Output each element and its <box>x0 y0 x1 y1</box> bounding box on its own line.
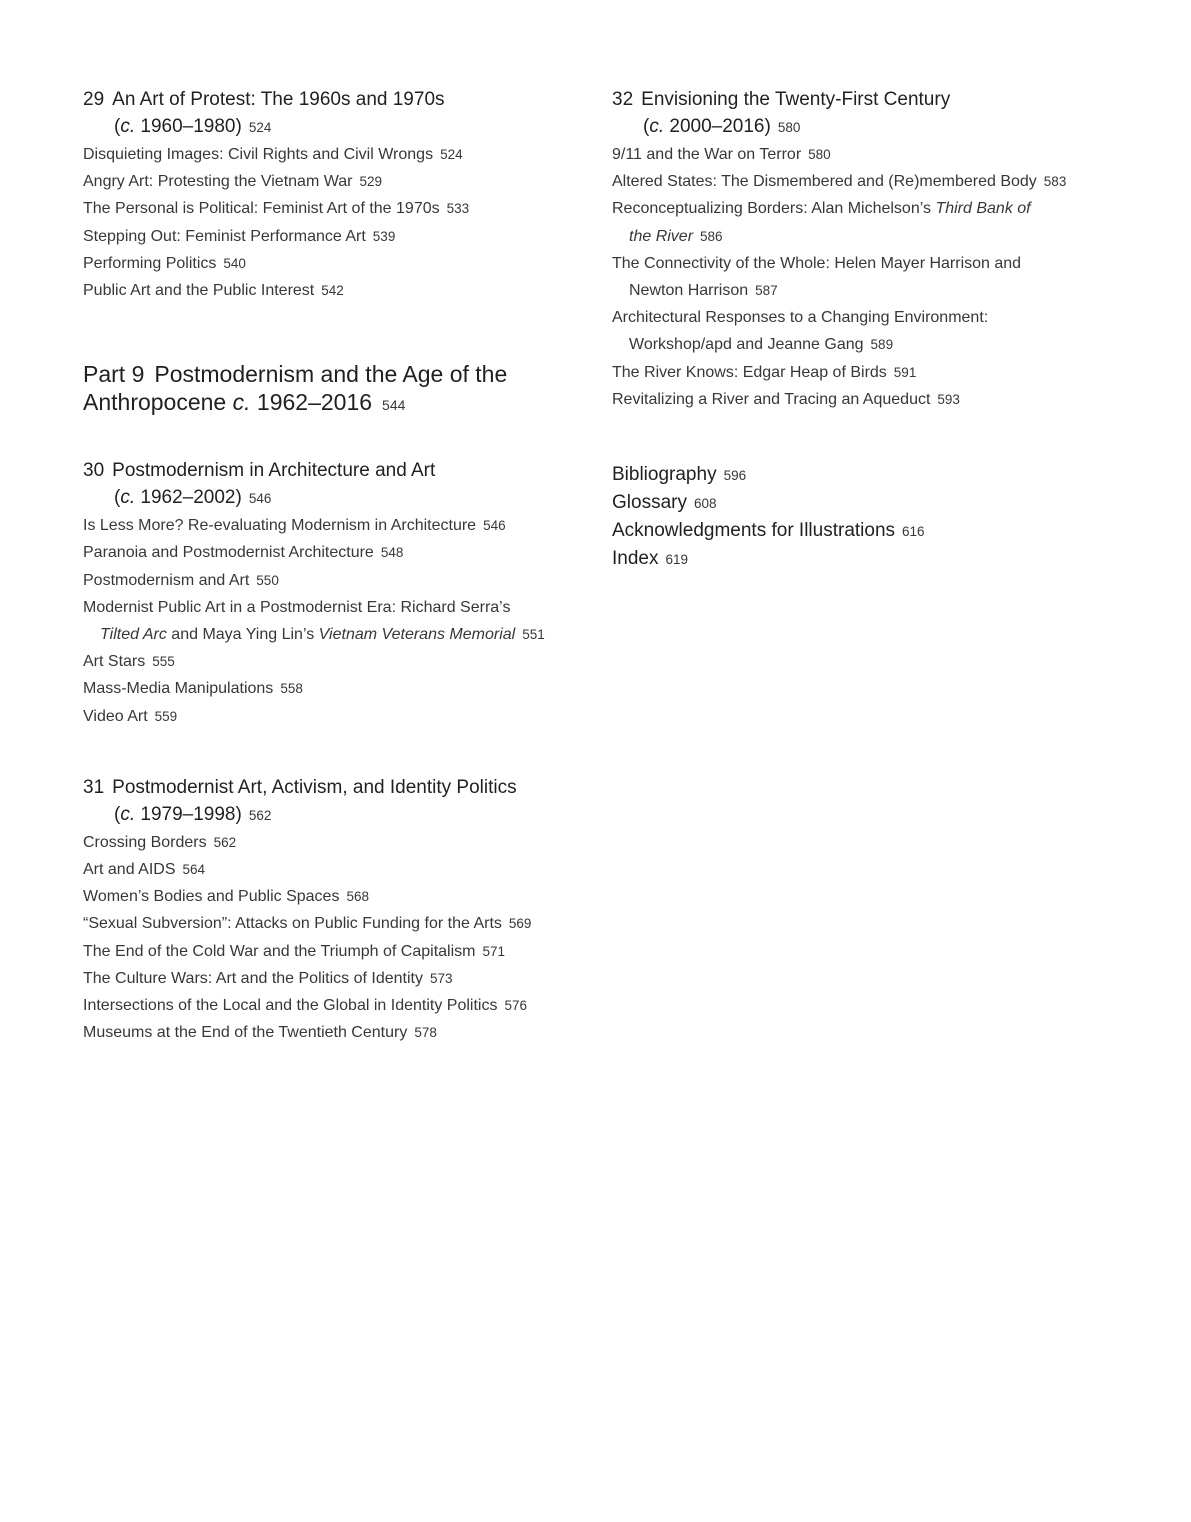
chapter-32 <box>612 86 1172 413</box>
chapter-title: Envisioning the Twenty-First Century <box>641 89 951 110</box>
toc-entry[interactable]: Angry Art: Protesting the Vietnam War 529 <box>83 173 382 191</box>
chapter-number: 29 <box>83 89 105 110</box>
page-number: 568 <box>346 889 369 905</box>
entry-list <box>83 141 583 304</box>
page-number: 593 <box>937 391 960 407</box>
toc-entry[interactable]: Mass-Media Manipulations 558 <box>83 680 303 698</box>
page-number: 576 <box>504 998 527 1014</box>
page-number: 571 <box>482 943 506 959</box>
toc-entry[interactable]: Museums at the End of the Twentieth Century 578 <box>83 1024 437 1042</box>
back-matter-index[interactable]: Index 619 <box>612 548 689 570</box>
chapter-29 <box>83 86 583 304</box>
chapter-number: 32 <box>612 89 634 110</box>
toc-entry[interactable]: The End of the Cold War and the Triumph of Capitalism 571 <box>83 942 506 960</box>
part-9-heading[interactable] <box>83 360 583 419</box>
page-number: 580 <box>777 120 801 135</box>
chapter-dates: 1960–1980) <box>140 116 242 137</box>
page-number: 619 <box>665 552 689 568</box>
page-number: 546 <box>483 518 506 534</box>
back-matter-bibliography[interactable]: Bibliography 596 <box>612 464 747 486</box>
page-number: 539 <box>372 228 396 244</box>
toc-entry[interactable]: Intersections of the Local and the Global in Identity Politics 576 <box>83 997 527 1015</box>
entry-list <box>83 512 583 730</box>
page-number: 562 <box>248 807 272 823</box>
toc-entry[interactable]: 9/11 and the War on Terror 580 <box>612 146 831 163</box>
right-column <box>612 86 1172 589</box>
chapter-heading: 32 Envisioning the Twenty-First Century (c. 2000–2016) 580 <box>612 89 951 137</box>
toc-entry[interactable]: Is Less More? Re-evaluating Modernism in Architecture 546 <box>83 517 506 535</box>
page-number: 524 <box>440 147 463 162</box>
toc-entry[interactable]: “Sexual Subversion”: Attacks on Public Funding for the Arts 569 <box>83 915 532 933</box>
page-number: 589 <box>870 337 894 353</box>
circa: c. <box>232 389 251 416</box>
chapter-heading: 30 Postmodernism in Architecture and Art (c. 1962–2002) 546 <box>83 460 436 509</box>
page-number: 546 <box>248 491 272 507</box>
page-number: 550 <box>256 572 279 588</box>
entry-list <box>612 141 1172 413</box>
toc-entry[interactable]: Stepping Out: Feminist Performance Art 539 <box>83 227 396 245</box>
circa: c. <box>649 116 665 137</box>
back-matter-acknowledgments[interactable]: Acknowledgments for Illustrations 616 <box>612 520 925 542</box>
chapter-title: Postmodernism in Architecture and Art <box>112 460 436 482</box>
chapter-title: An Art of Protest: The 1960s and 1970s <box>112 89 445 110</box>
chapter-number: 31 <box>83 776 105 798</box>
page-number: 559 <box>154 708 178 724</box>
entry-list <box>83 829 583 1047</box>
part-dates: 1962–2016 <box>256 389 373 416</box>
page-number: 533 <box>446 201 470 217</box>
toc-entry[interactable]: Crossing Borders 562 <box>83 833 237 851</box>
page-number: 596 <box>723 468 747 484</box>
page-number: 591 <box>893 364 917 380</box>
circa: c. <box>120 803 136 825</box>
toc-entry[interactable]: The River Knows: Edgar Heap of Birds 591 <box>612 363 917 381</box>
page-number: 524 <box>248 120 272 135</box>
page-number: 544 <box>382 397 406 414</box>
toc-entry[interactable]: Disquieting Images: Civil Rights and Civil Wrongs 524 <box>83 146 463 163</box>
page-number: 542 <box>321 283 344 299</box>
toc-entry[interactable]: Reconceptualizing Borders: Alan Michelson’s Third Bank of the River 586 <box>612 200 1031 245</box>
circa: c. <box>120 487 136 509</box>
chapter-31 <box>83 774 583 1047</box>
page-number: 564 <box>182 862 206 878</box>
toc-entry[interactable]: Architectural Responses to a Changing Environment: Workshop/apd and Jeanne Gang 589 <box>612 309 989 354</box>
toc-entry[interactable]: Art Stars 555 <box>83 653 175 671</box>
page-number: 555 <box>152 654 175 670</box>
page-number: 562 <box>213 834 237 850</box>
page-number: 616 <box>902 524 925 540</box>
page-number: 529 <box>359 174 382 190</box>
toc-entry[interactable]: Altered States: The Dismembered and (Re)membered Body 583 <box>612 173 1067 191</box>
toc-entry[interactable]: Women’s Bodies and Public Spaces 568 <box>83 888 369 906</box>
chapter-dates: 1979–1998) <box>140 803 242 825</box>
toc-entry[interactable]: The Culture Wars: Art and the Politics of Identity 573 <box>83 969 453 987</box>
toc-entry[interactable]: Postmodernism and Art 550 <box>83 571 279 589</box>
toc-entry[interactable]: The Connectivity of the Whole: Helen Mayer Harrison and Newton Harrison 587 <box>612 254 1022 300</box>
page-number: 586 <box>700 228 723 244</box>
chapter-30 <box>83 457 583 730</box>
toc-entry[interactable]: Public Art and the Public Interest 542 <box>83 282 344 300</box>
chapter-dates: 2000–2016) <box>669 116 771 137</box>
chapter-title: Postmodernist Art, Activism, and Identity Politics <box>112 776 517 798</box>
chapter-number: 30 <box>83 460 105 482</box>
page-number: 608 <box>693 496 717 512</box>
toc-entry[interactable]: Art and AIDS 564 <box>83 861 206 879</box>
back-matter-list <box>612 461 1172 573</box>
toc-entry[interactable]: Paranoia and Postmodernist Architecture 548 <box>83 544 404 562</box>
toc-entry[interactable]: The Personal is Political: Feminist Art of the 1970s 533 <box>83 200 470 218</box>
page-number: 540 <box>223 255 246 271</box>
left-column <box>83 86 583 1090</box>
page-number: 551 <box>522 627 545 643</box>
circa: c. <box>120 116 136 137</box>
page-number: 583 <box>1043 174 1067 190</box>
part-title-line2: Anthropocene <box>83 389 227 416</box>
page-number: 578 <box>414 1025 437 1041</box>
part-title-line1: Postmodernism and the Age of the <box>154 361 508 388</box>
chapter-heading: 31 Postmodernist Art, Activism, and Identity Politics (c. 1979–1998) 562 <box>83 776 517 825</box>
page-number: 548 <box>380 545 404 561</box>
toc-entry[interactable]: Modernist Public Art in a Postmodernist Era: Richard Serra’s Tilted Arc and Maya Ying Lin’s Vietnam Veterans Memorial 551 <box>83 598 545 644</box>
page-number: 558 <box>280 681 303 697</box>
part-number: Part 9 <box>83 361 145 388</box>
chapter-dates: 1962–2002) <box>140 487 242 509</box>
page-number: 580 <box>808 147 831 162</box>
page-number: 569 <box>508 916 532 932</box>
toc-entry[interactable]: Performing Politics 540 <box>83 254 246 272</box>
page-number: 573 <box>430 970 453 986</box>
back-matter-glossary[interactable]: Glossary 608 <box>612 492 717 514</box>
chapter-heading: 29 An Art of Protest: The 1960s and 1970s (c. 1960–1980) 524 <box>83 89 445 137</box>
toc-entry[interactable]: Revitalizing a River and Tracing an Aqueduct 593 <box>612 390 960 408</box>
toc-entry[interactable]: Video Art 559 <box>83 707 178 725</box>
page-number: 587 <box>755 283 778 299</box>
